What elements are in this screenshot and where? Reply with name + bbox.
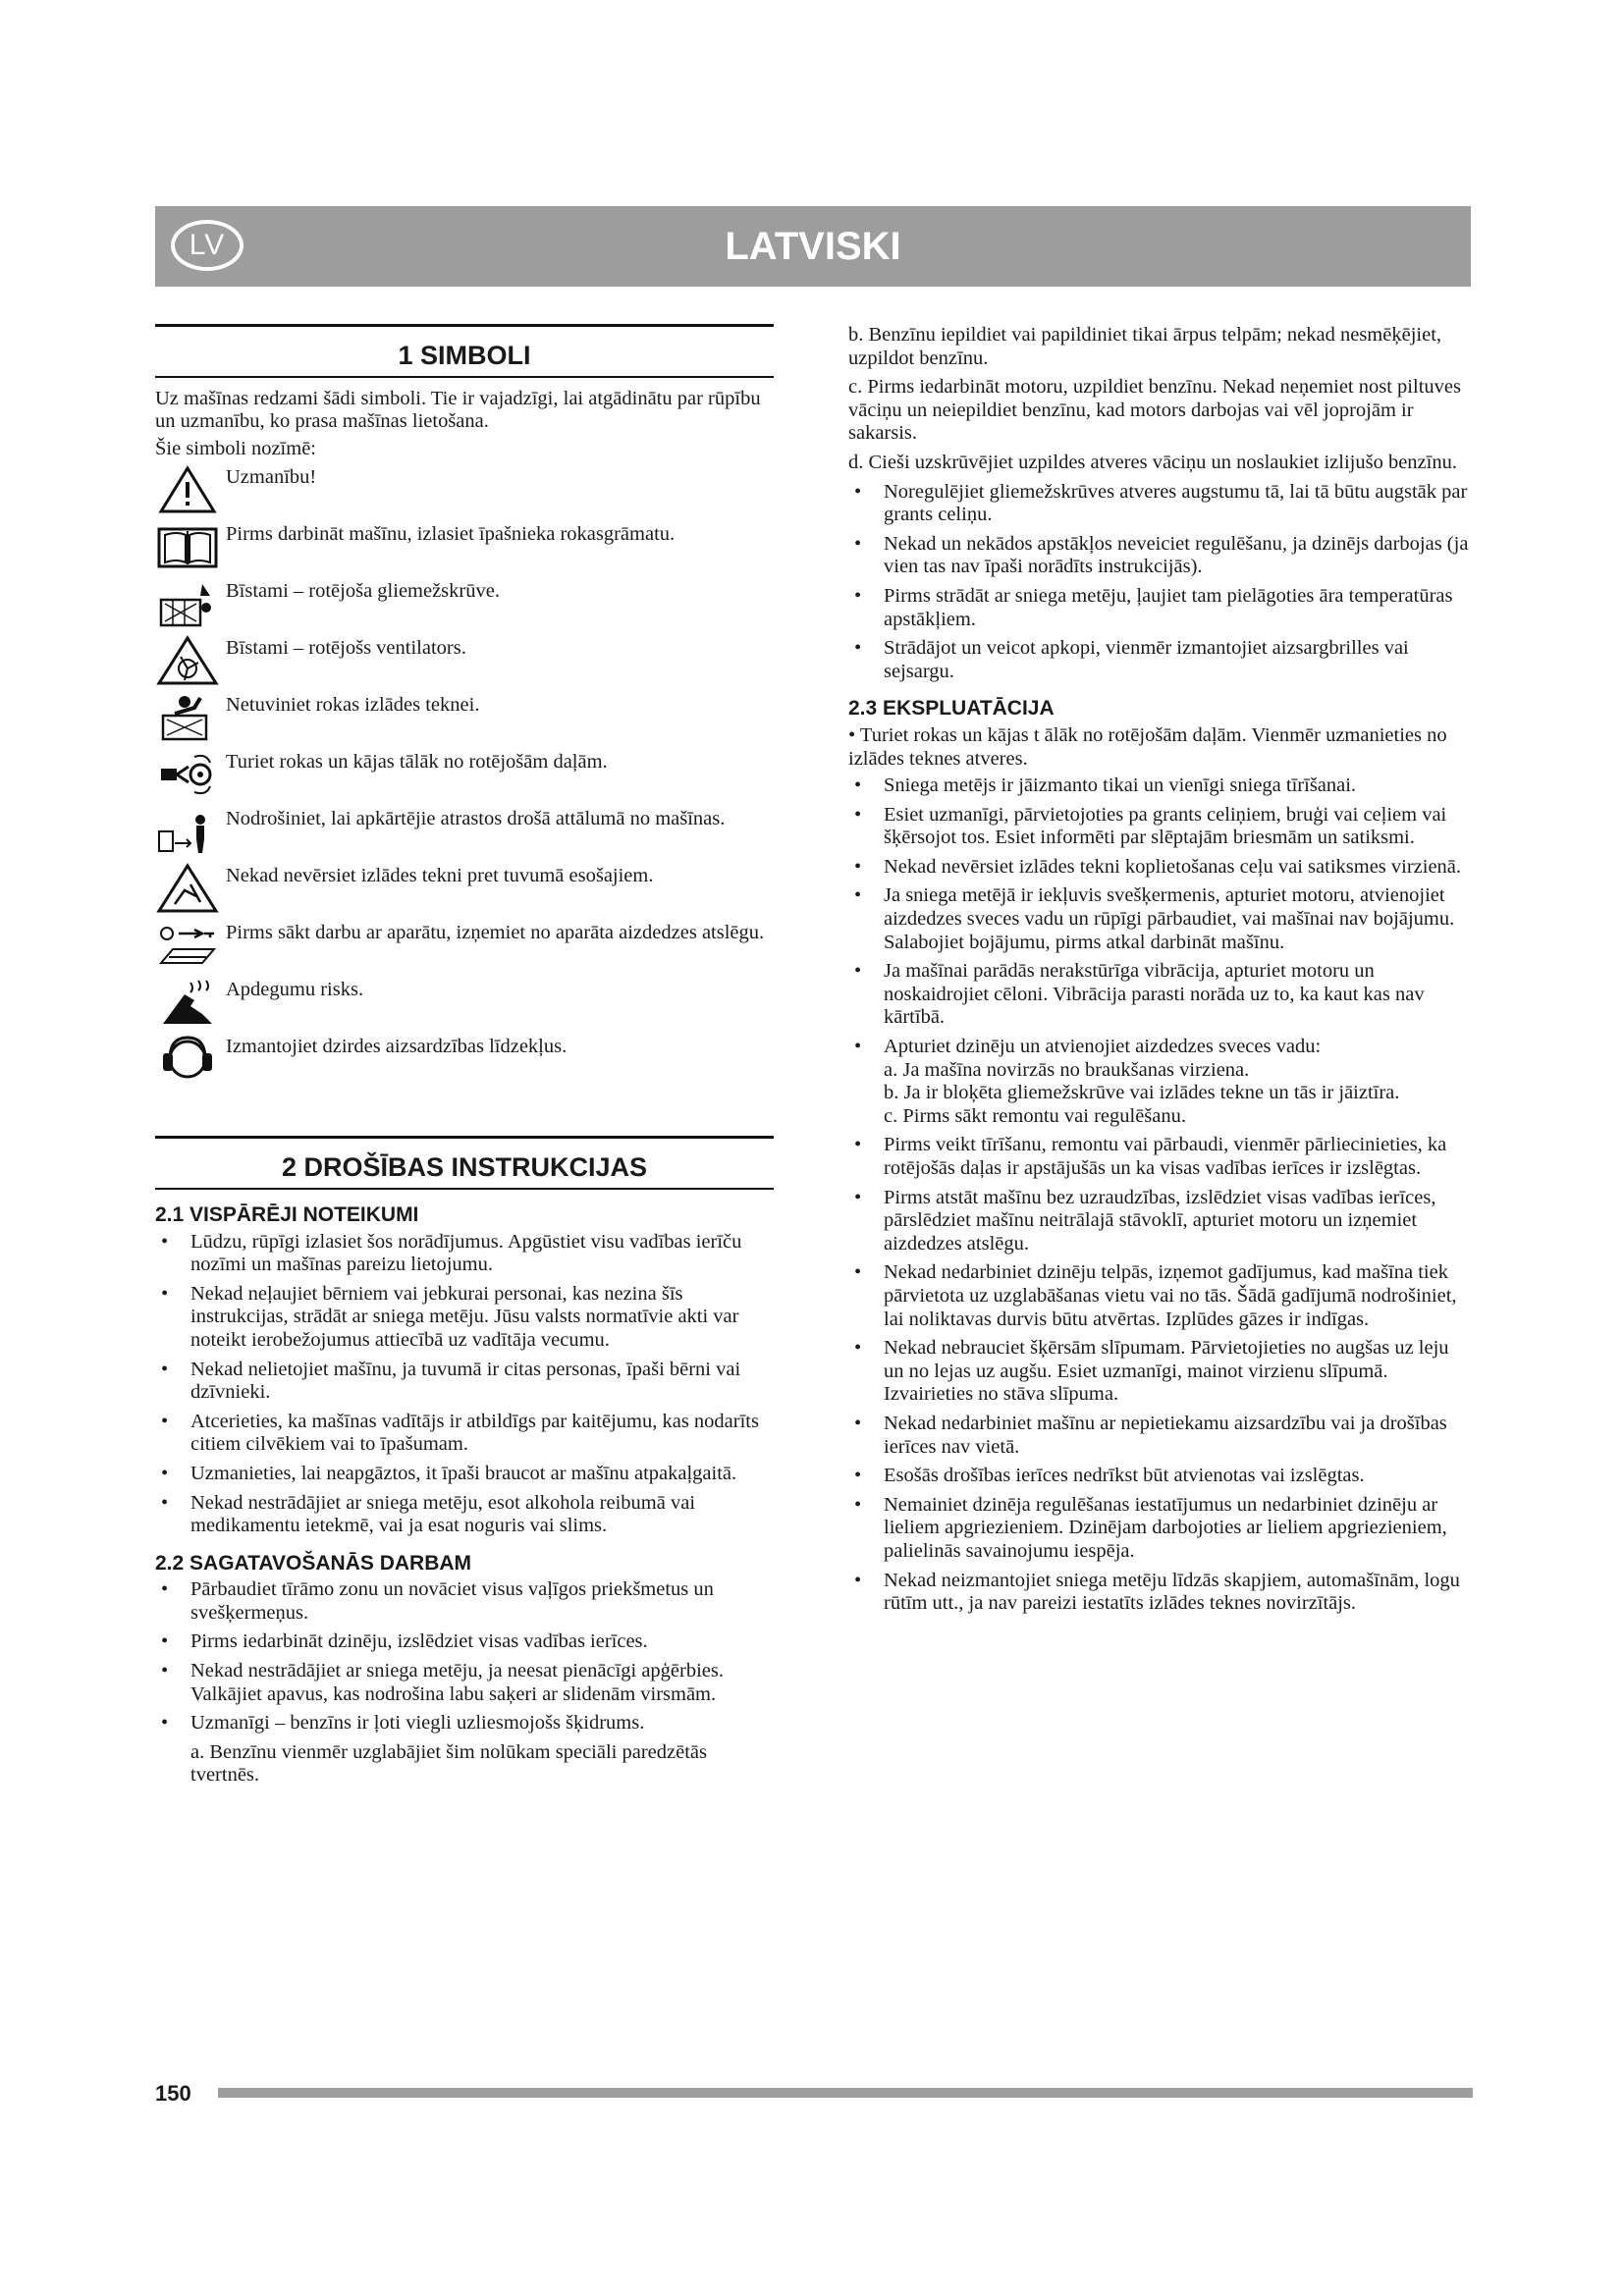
list-item: • Ja sniega metējā ir iekļuvis svešķermenis, apturiet motoru, atvienojiet aizdedzes sveces vadu un rūpīgi pārbaudiet, vai mašīnai nav bojājumu. Salabojiet bojājumu, pirms atkal darbināt mašīnu. [848,884,1473,954]
hands-feet-away-icon [155,749,220,800]
list-item: • Uzmanieties, lai neapgāztos, it īpaši braucot ar mašīnu atpakaļgaitā. [155,1463,774,1486]
symbols-intro: Uz mašīnas redzami šādi simboli. Tie ir vajadzīgi, lai atgādinātu par rūpību un uzmanību, ko prasa mašīnas lietošana. [155,387,761,433]
chute-direction-warning-icon [155,863,220,914]
section-2-heading: 2 DROŠĪBAS INSTRUKCIJAS [155,1136,774,1190]
operation-first-item: • Turiet rokas un kājas t ālāk no rotējošām daļām. Vienmēr uzmanieties no izlādes teknes atveres. [848,723,1447,770]
symbol-row [155,806,774,857]
list-item: • Sniega metējs ir jāizmanto tikai un vienīgi sniega tīrīšanai. [848,774,1473,798]
safe-distance-icon [155,806,220,857]
symbol-text: Izmantojiet dzirdes aizsardzības līdzekļus. [226,1036,568,1058]
preparation-list [155,1578,774,1735]
list-item: • Lūdzu, rūpīgi izlasiet šos norādījumus. Apgūstiet visu vadības ierīču nozīmi un mašīnas pareizu lietojumu. [155,1231,774,1277]
subsection-2-1-heading: 2.1 VISPĀRĒJI NOTEIKUMI [155,1202,419,1226]
rotating-auger-icon [155,578,220,629]
list-item: • Atcerieties, ka mašīnas vadītājs ir atbildīgs par kaitējumu, kas nodarīts citiem cilvēkiem vai to īpašumam. [155,1411,774,1457]
symbol-row [155,521,774,572]
ear-protection-icon [155,1034,220,1085]
preparation-list-continued [848,481,1473,684]
burn-hazard-icon [155,977,220,1028]
symbol-text: Pirms darbināt mašīnu, izlasiet īpašnieka rokasgrāmatu. [226,523,676,546]
page-number: 150 [155,2081,191,2106]
list-item: • Noregulējiet gliemežskrūves atveres augstumu tā, lai tā būtu augstāk par grants celiņu. [848,481,1473,527]
list-item: • Nekad nebrauciet šķērsām slīpumam. Pārvietojieties no augšas uz leju un no lejas uz augšu. Esiet uzmanīgi, mainot virzienu slīpumā. Izvairieties no stāva slīpuma. [848,1337,1473,1407]
list-item: • Pirms strādāt ar sniega metēju, ļaujiet tam pielāgoties āra temperatūras apstākļiem. [848,585,1473,631]
right-column [848,324,1473,1622]
left-column [155,324,774,1793]
symbol-list [155,464,774,1085]
list-item: • Nekad nelietojiet mašīnu, ja tuvumā ir citas personas, īpaši bērni vai dzīvnieki. [155,1359,774,1405]
section-1-heading: 1 SIMBOLI [155,324,774,378]
operation-list [848,774,1473,1616]
list-item: • Strādājot un veicot apkopi, vienmēr izmantojiet aizsargbrilles vai sejsargu. [848,637,1473,683]
fuel-note-d: d. Cieši uzskrūvējiet uzpildes atveres vāciņu un noslaukiet izlijušo benzīnu. [848,451,1457,473]
remove-key-icon [155,920,220,971]
disconnect-intro: • Apturiet dzinēju un atvienojiet aizdedzes sveces vadu: [884,1036,1322,1058]
list-item: • Pirms atstāt mašīnu bez uzraudzības, izslēdziet visas vadības ierīces, pārslēdziet mašīnu neitrālajā stāvoklī, apturiet motoru un izņemiet aizdedzes atslēgu. [848,1187,1473,1256]
list-item: • Ja mašīnai parādās nerakstūrīga vibrācija, apturiet motoru un noskaidrojiet cēloni. Vibrācija parasti norāda uz to, ka kaut kas nav kārtībā. [848,960,1473,1030]
list-item: • Pārbaudiet tīrāmo zonu un novāciet visus vaļīgos priekšmetus un svešķermeņus. [155,1578,774,1625]
symbol-text: Pirms sākt darbu ar aparātu, izņemiet no aparāta aizdedzes atslēgu. [226,922,765,944]
symbol-text: Bīstami – rotējošs ventilators. [226,637,466,660]
language-badge: LV [171,220,244,271]
list-item: • Nekad nedarbiniet mašīnu ar nepietiekamu aizsardzību vai ja drošības ierīces nav vietā. [848,1413,1473,1459]
list-item: • Nekad nestrādājiet ar sniega metēju, ja neesat pienācīgi apģērbies. Valkājiet apavus, kas nodrošina labu saķeri ar slidenām virsmām. [155,1660,774,1706]
symbol-text: Turiet rokas un kājas tālāk no rotējošām daļām. [226,751,608,774]
list-item [848,1036,1473,1128]
fuel-note-b: b. Benzīnu iepildiet vai papildiniet tikai ārpus telpām; nekad nesmēķējiet, uzpildot benzīnu. [848,324,1442,369]
symbol-text: Netuviniet rokas izlādes teknei. [226,694,480,717]
symbol-row [155,578,774,629]
symbol-row [155,1034,774,1085]
list-item: • Nemainiet dzinēja regulēšanas iestatījumus un nedarbiniet dzinēju ar lieliem apgriezieniem. Dzinējam darbojoties ar lieliem apgriezieniem, palielinās savainojumu iespēja. [848,1494,1473,1564]
disconnect-b: b. Ja ir bloķēta gliemežskrūve vai izlādes tekne un tās ir jāiztīra. [884,1082,1400,1104]
symbol-row [155,749,774,800]
fuel-note-a: a. Benzīnu vienmēr uzglabājiet šim nolūkam speciāli paredzētās tvertnēs. [190,1740,707,1787]
symbol-row [155,863,774,914]
symbol-row [155,920,774,971]
symbol-text: Apdegumu risks. [226,979,364,1001]
symbol-text: Uzmanību! [226,466,317,489]
hand-in-chute-icon [155,692,220,743]
subsection-2-3-heading: 2.3 EKSPLUATĀCIJA [848,697,1055,721]
symbol-row [155,977,774,1028]
rotating-fan-warning-icon [155,635,220,686]
list-item: • Esošās drošības ierīces nedrīkst būt atvienotas vai izslēgtas. [848,1465,1473,1488]
fuel-note-c: c. Pirms iedarbināt motoru, uzpildiet benzīnu. Nekad neņemiet nost piltuves vāciņu un neiepildiet benzīnu, kad motors darbojas vai vēl joprojām ir sakarsis. [848,376,1461,445]
list-item: • Nekad neizmantojiet sniega metēju līdzās skapjiem, automašīnām, logu rūtīm utt., ja nav pareizi iestatīts izlādes teknes novirzītājs. [848,1570,1473,1616]
symbol-text: Nekad nevērsiet izlādes tekni pret tuvumā esošajiem. [226,865,654,887]
list-item: • Nekad un nekādos apstākļos neveiciet regulēšanu, ja dzinējs darbojas (ja vien tas nav īpaši norādīts instrukcijās). [848,533,1473,579]
list-item: • Pirms iedarbināt dzinēju, izslēdziet visas vadības ierīces. [155,1630,774,1654]
page-title: LATVISKI [725,225,901,268]
symbol-text: Bīstami – rotējoša gliemežskrūve. [226,580,500,603]
symbol-row [155,635,774,686]
list-item: • Nekad neļaujiet bērniem vai jebkurai personai, kas nezina šīs instrukcijas, strādāt ar sniega metēju. Jūsu valsts normatīvie akti var noteikt ierobežojumus attiecībā uz vadītāja vecumu. [155,1283,774,1353]
footer-rule [218,2088,1473,2098]
warning-triangle-icon [155,464,220,515]
symbol-row [155,692,774,743]
symbol-row [155,464,774,515]
symbol-text: Nodrošiniet, lai apkārtējie atrastos drošā attālumā no mašīnas. [226,808,726,830]
page-header-bar [155,206,1471,287]
list-item: • Nekad nestrādājiet ar sniega metēju, esot alkohola reibumā vai medikamentu ietekmē, vai ja esat noguris vai slims. [155,1492,774,1538]
subsection-2-2-heading: 2.2 SAGATAVOŠANĀS DARBAM [155,1551,472,1575]
list-item: • Nekad nevērsiet izlādes tekni koplietošanas ceļu vai satiksmes virzienā. [848,856,1473,880]
symbols-intro-2: Šie simboli nozīmē: [155,437,316,459]
list-item: • Esiet uzmanīgi, pārvietojoties pa grants celiņiem, bruģi vai ceļiem vai šķērsojot tos. Esiet informēti par slēptajām briesmām un satiksmi. [848,804,1473,850]
disconnect-c: c. Pirms sākt remontu vai regulēšanu. [884,1104,1187,1127]
list-item: • Pirms veikt tīrīšanu, remontu vai pārbaudi, vienmēr pārliecinieties, ka rotējošās daļas ir apstājušās un ka visas vadības ierīces ir izslēgtas. [848,1134,1473,1180]
disconnect-a: a. Ja mašīna novirzās no braukšanas virziena. [884,1058,1250,1081]
list-item: • Nekad nedarbiniet dzinēju telpās, izņemot gadījumus, kad mašīna tiek pārvietota uz uzglabāšanas vietu vai no tās. Šādā gadījumā nodrošiniet, lai noliktavas durvis būtu atvērtas. Izplūdes gāzes ir indīgas. [848,1261,1473,1331]
general-rules-list [155,1231,774,1538]
manual-book-icon [155,521,220,572]
list-item: • Uzmanīgi – benzīns ir ļoti viegli uzliesmojošs šķidrums. [155,1712,774,1735]
